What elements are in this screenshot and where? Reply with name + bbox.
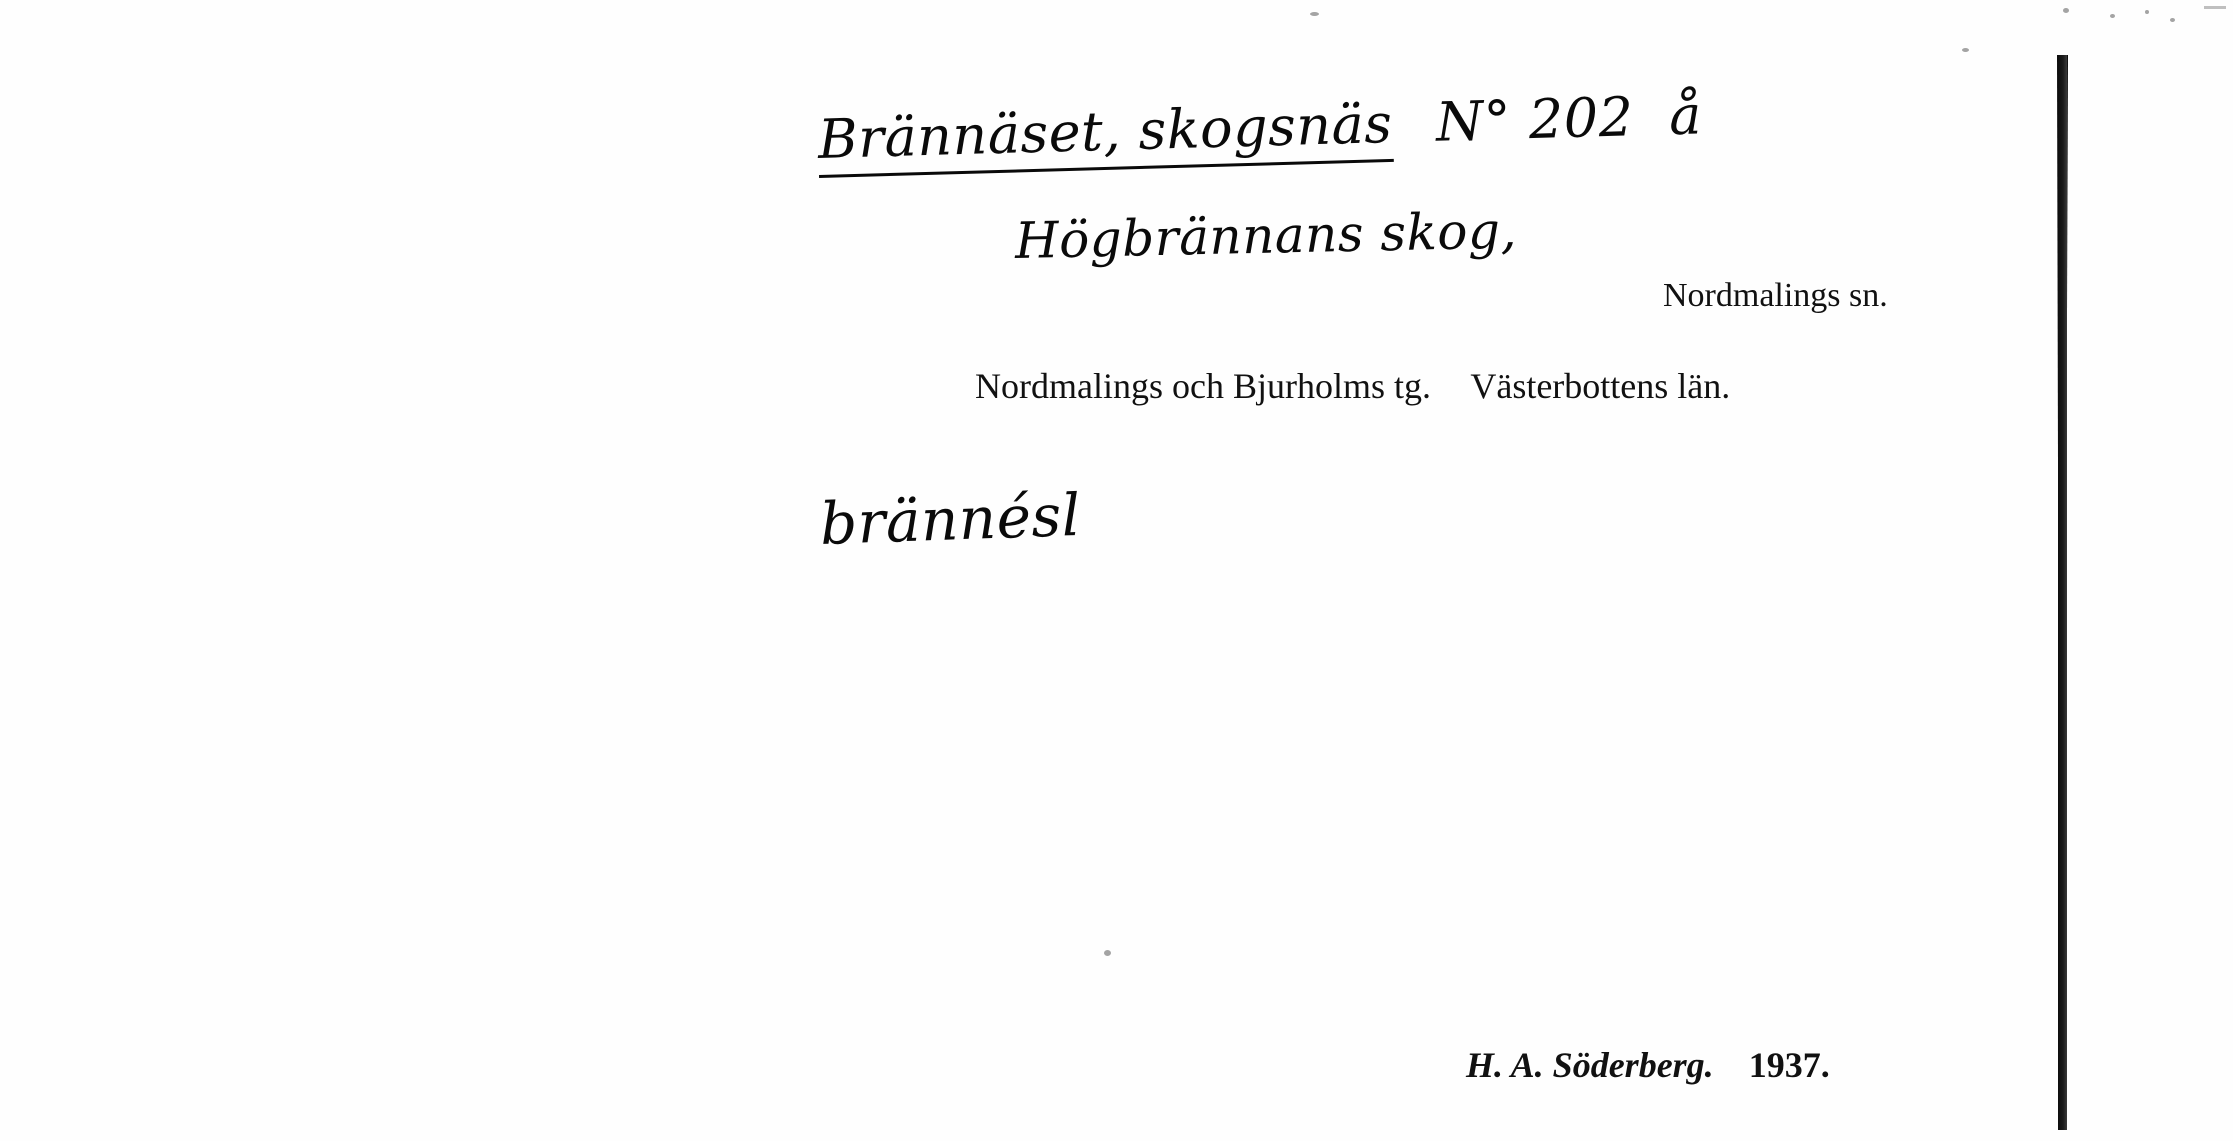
county-label: Västerbottens län.	[1470, 366, 1731, 406]
handwritten-species-name: brännésl	[818, 480, 1082, 558]
scan-speckle	[1310, 12, 1319, 16]
scan-speckle	[1104, 950, 1111, 956]
handwritten-locality-line: Högbrännans skog,	[1014, 201, 1518, 270]
scan-speckle	[2170, 18, 2175, 22]
handwritten-specimen-number: N° 202	[1435, 85, 1635, 154]
collector-credit	[1466, 1044, 1830, 1086]
handwritten-place-name: Brännäset, skogsnäs	[817, 92, 1393, 178]
scan-edge-mark	[2204, 6, 2226, 9]
handwritten-place-line	[817, 83, 1703, 171]
scan-speckle	[1962, 48, 1969, 52]
collection-year: 1937.	[1748, 1045, 1830, 1085]
collector-name: H. A. Söderberg.	[1466, 1045, 1714, 1085]
handwritten-suffix: å	[1668, 83, 1703, 148]
district-label: Nordmalings och Bjurholms tg.	[975, 366, 1431, 406]
parish-label: Nordmalings sn.	[1663, 277, 1888, 314]
plate-edge	[2058, 55, 2067, 1130]
scan-speckle	[2145, 10, 2149, 14]
scan-speckle	[2110, 14, 2115, 18]
scan-speckle	[2063, 8, 2069, 13]
district-and-county-line	[975, 365, 1730, 407]
